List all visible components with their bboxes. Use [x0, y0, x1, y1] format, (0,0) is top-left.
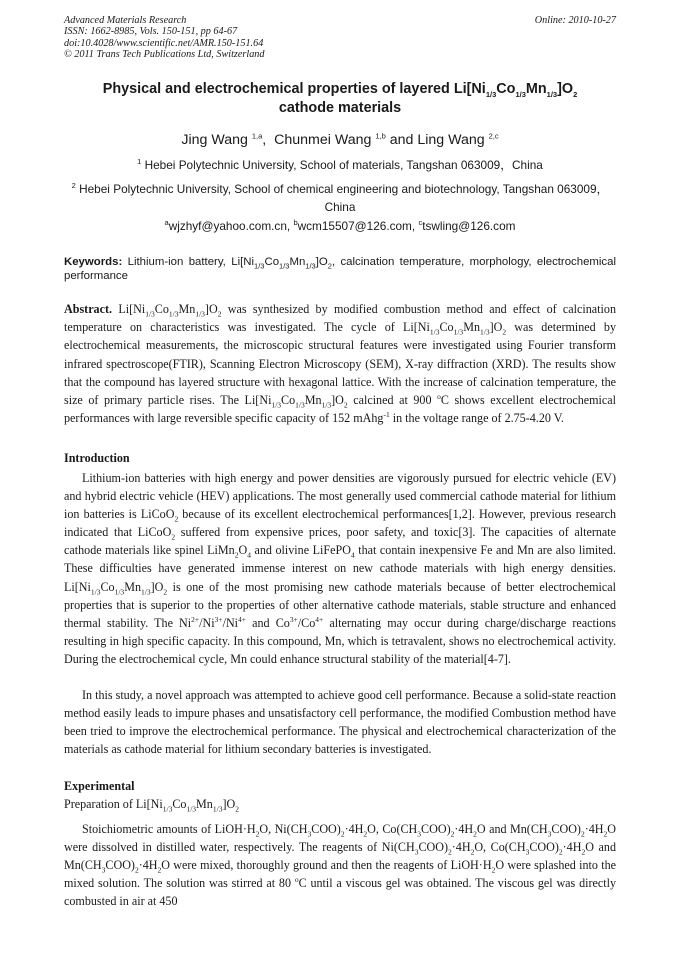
chem-sub: 2	[157, 865, 162, 875]
chem-sub: 2	[558, 847, 563, 857]
body-text: O, Co(CH	[367, 822, 418, 836]
chem-sub: 3	[525, 847, 530, 857]
subheading-text: Preparation of Li[Ni	[64, 797, 163, 811]
chem-sub: 2	[217, 309, 222, 319]
email-3[interactable]: tswling@126.com	[422, 219, 516, 233]
chem-sub: 2	[171, 532, 176, 542]
body-text: O were dissolved in distilled water, respectively. The reagents of Ni(CH	[64, 822, 616, 855]
title-text: Co	[496, 81, 516, 97]
abstract	[64, 300, 616, 427]
chem: Co	[264, 256, 280, 268]
chem: ]O	[489, 320, 503, 335]
chem-sub: 1/3	[114, 586, 125, 596]
aff2-num: 2	[71, 181, 76, 191]
body-text: ·4H	[344, 822, 364, 836]
author-3-sup: 2,c	[488, 131, 499, 141]
title-text: Mn	[525, 81, 547, 97]
title-sub: 1/3	[515, 89, 526, 99]
aff1-text: Hebei Polytechnic University, School of materials, Tangshan 063009，China	[141, 158, 543, 172]
body-text: COO)	[421, 822, 451, 836]
chem-sub: 1/3	[453, 327, 464, 337]
chem-sub: 2	[255, 829, 260, 839]
body-text: O, Ni(CH	[259, 822, 308, 836]
degree-sup: o	[437, 391, 441, 401]
title-line2: cathode materials	[278, 100, 402, 116]
chem-sub: 2	[174, 514, 179, 524]
journal-header	[64, 15, 616, 61]
abstract-text: ]O	[204, 302, 218, 316]
abstract-text: was determined by electrochemical measurements, the microscopic structural features were investigated using Fourier transform infrared spectroscope(FTIR), Scanning Electron Microscopy (SEM), X-ray diffraction (XRD). The results show that the compound has layered structure with hexagonal lattice. With the increase of calcination temperature, the size of primary particle rises. The Li[Ni	[64, 320, 616, 408]
chem-sub: 2	[491, 865, 496, 875]
affiliation-1	[64, 156, 616, 174]
chem: Co	[100, 579, 115, 594]
body-text: O and Mn(CH	[476, 822, 548, 836]
chem-sub: 1/3	[162, 804, 173, 814]
chem: Mn	[289, 256, 306, 268]
body-text: ·4H	[454, 822, 474, 836]
chem-sub: 2	[340, 829, 345, 839]
keywords	[64, 256, 616, 283]
body-text: O were splashed into the mixed solution. The solution was stirred at 80	[64, 858, 617, 891]
chem-sub: 3	[417, 829, 422, 839]
chem: Mn	[124, 579, 141, 594]
chem: ]O	[222, 797, 236, 811]
chem-sub: 1/3	[254, 261, 265, 271]
body-text: because of its excellent electrochemical performances[1,2]. However, previous research indicated that LiCoO	[64, 507, 616, 540]
body-text: COO)	[311, 822, 341, 836]
author-3: and Ling Wang	[385, 132, 489, 148]
chem-sub: 2	[327, 261, 332, 271]
experimental-subheading	[64, 797, 239, 812]
keywords-text: , calcination temperature, morphology, electrochemical performance	[64, 256, 616, 282]
chem-sub: 1/3	[279, 261, 290, 271]
chem-sub: 2	[450, 829, 455, 839]
title-text: ]O	[557, 81, 574, 97]
email-1[interactable]: wjzhyf@yahoo.com.cn,	[168, 219, 294, 233]
chem-sub: 2	[580, 829, 585, 839]
chem-sub: 2	[473, 829, 477, 839]
body-text: O were mixed, thoroughly ground and then the reagents of LiOH·H	[161, 858, 492, 873]
chem: ]O	[331, 393, 344, 408]
title-sub: 2	[573, 89, 578, 99]
title-sub: 1/3	[546, 89, 558, 99]
chem-sub: 3	[101, 865, 106, 875]
body-text: suffered from expensive prices, poor safety, and toxic[3]. The capacities of alternate cathode materials like spinel LiMn	[64, 525, 616, 558]
body-text: that contain inexpensive Fe and Mn are also limited. These difficulties have generated immense interest on new cathode materials with high energy densities. Li[Ni	[64, 543, 617, 594]
body-text: COO)	[551, 822, 581, 836]
copyright-line: © 2011 Trans Tech Publications Ltd, Switzerland	[64, 49, 265, 61]
chem-sub: 3	[307, 829, 312, 839]
chem-sub: 1/3	[168, 309, 179, 319]
chem-sub: 1/3	[321, 400, 332, 410]
chem-sub: 2	[134, 865, 139, 875]
chem-sub: 1/3	[295, 400, 305, 410]
body-text: is one of the most promising new cathode materials because of better electrochemical properties that is superior to the properties of other alternative cathode materials, stable structure and enhanced thermal stability. The Ni	[64, 579, 616, 630]
chem-sub: 2	[502, 327, 507, 337]
chem-sub: 2	[448, 847, 452, 857]
charge-sup: 4+	[315, 614, 324, 624]
body-text: COO)	[105, 858, 135, 873]
charge-sup: 4+	[238, 614, 247, 624]
unit-sup: -1	[383, 410, 390, 420]
chem-sub: 2	[470, 847, 475, 857]
chem: Mn	[196, 797, 213, 811]
chem-sub: 2	[235, 804, 239, 814]
aff1-num: 1	[137, 157, 142, 167]
journal-name: Advanced Materials Research	[64, 15, 187, 26]
body-text: /Ni	[199, 615, 215, 630]
charge-sup: 3+	[289, 614, 298, 624]
abstract-text: C shows excellent electrochemical performances with large reversible specific capacity of 152 mAhg	[64, 393, 617, 426]
chem-sub: 1/3	[90, 586, 101, 596]
chem-sub: 4	[247, 550, 251, 560]
chem: Co	[154, 302, 169, 316]
issn-line: ISSN: 1662-8985, Vols. 150-151, pp 64-67	[64, 26, 238, 38]
chem-sub: 1/3	[212, 804, 223, 814]
author-1: Jing Wang	[181, 132, 252, 148]
title-text: Physical and electrochemical properties of layered Li[Ni	[102, 81, 486, 97]
email-c-sup: c	[418, 218, 423, 228]
aff2-text: Hebei Polytechnic University, School of chemical engineering and biotechnology, Tangshan 063009，China	[75, 182, 609, 214]
body-text: Stoichiometric amounts of LiOH·H	[82, 822, 256, 836]
author-2: Chunmei Wang	[274, 132, 376, 148]
body-text: C until a viscous gel was obtained. The viscous gel was directly combusted in air at 450	[64, 876, 617, 909]
title-sub: 1/3	[485, 89, 497, 99]
degree-sup: o	[294, 875, 299, 885]
keywords-text: ]O	[315, 256, 328, 268]
chem: Mn	[178, 302, 196, 316]
body-text: Lithium-ion batteries with high energy and power densities are vigorously pursued for electric vehicle (EV) and hybrid electric vehicle (HEV) applications. The most generally used commercial cathode material for lithium ion batteries is LiCoO	[64, 471, 616, 522]
keywords-text: Lithium-ion battery, Li[Ni	[122, 256, 255, 268]
chem: Co	[439, 320, 454, 335]
chem-sub: 4	[350, 550, 355, 560]
body-text: ·4H	[562, 840, 582, 855]
chem-sub: 1/3	[195, 309, 205, 319]
charge-sup: 3+	[214, 614, 223, 624]
chem-sub: 3	[414, 847, 419, 857]
body-text: ·4H	[138, 858, 158, 873]
body-text: and olivine LiFePO	[250, 543, 351, 558]
email-a-sup: a	[164, 218, 169, 228]
experimental-paragraph: Stoichiometric amounts of $LiOH\cdot H_2O$, $Ni(CH_3COO)_2\cdot 4H_2O$, $Co(CH_3COO)_2\cdot 4H_2O$ and $Mn(CH_3COO)_2\cdot 4H_2O$ were dissolved in distilled water, respectively. The reagents of $Ni(CH_3COO)_2\cdot 4H_2O$, $Co(CH_3COO)_2\cdot 4H_2O$ and $Mn(CH_3COO)_2\cdot 4H_2O$ were mixed, thoroughly ground and then the reagents of $LiOH\cdot H_2O$ were splashed into the mixed solution. The solution was stirred at 80 $^o$C until a viscous gel was obtained. The viscous gel was directly combusted in air at 450	[64, 822, 617, 909]
body-text: and Co	[246, 615, 290, 630]
introduction-heading: Introduction	[64, 451, 130, 465]
keywords-label: Keywords:	[64, 256, 123, 268]
abstract-text: was synthesized by modified combustion method and effect of calcination temperature on characteristics was investigated. The cycle of Li[Ni	[64, 302, 616, 335]
charge-sup: 2+	[191, 614, 200, 624]
chem-sub: 1/3	[186, 804, 197, 814]
affiliation-2	[64, 180, 616, 216]
chem-sub: 2	[343, 400, 348, 410]
chem-sub: 1/3	[141, 586, 151, 596]
chem-sub: 2	[163, 586, 168, 596]
author-2-sup: 1,b	[375, 131, 386, 141]
authors: Jing Wang $^{1,a}$, Chunmei Wang $^{1,b}$ and Ling Wang $^{2,c}$	[181, 131, 499, 148]
paper-title	[64, 80, 616, 118]
chem-sub: 1/3	[429, 327, 440, 337]
email-b-sup: b	[293, 218, 298, 228]
doi-line: doi:10.4028/www.scientific.net/AMR.150-151.64	[64, 37, 264, 49]
author-1-sup: 1,a	[251, 131, 263, 141]
body-text: , Co(CH	[483, 840, 526, 855]
email-2[interactable]: wcm15507@126.com,	[297, 219, 419, 233]
online-date: Online: 2010-10-27	[534, 15, 616, 26]
chem-sub: 2	[234, 550, 239, 560]
chem: ]O	[150, 579, 164, 594]
abstract-text: calcined at 900	[347, 393, 438, 408]
body-text: /Co	[297, 615, 316, 630]
body-text: COO)	[418, 840, 448, 855]
experimental-heading: Experimental	[64, 779, 135, 793]
body-text: COO)	[529, 840, 559, 855]
body-text: and Mn(CH	[64, 840, 616, 873]
emails	[64, 217, 616, 235]
body-text: ·4H	[584, 822, 604, 836]
abstract-text: in the voltage range of 2.75-4.20 V.	[389, 411, 564, 426]
body-text: ·4H	[451, 840, 471, 855]
chem-sub: 1/3	[145, 309, 155, 319]
chem: Co	[281, 393, 296, 408]
abstract-label: Abstract.	[64, 302, 113, 316]
chem: Mn	[304, 393, 322, 408]
chem-sub: 2	[363, 829, 368, 839]
chem-sub: 3	[547, 829, 552, 839]
chem-sub: 2	[581, 847, 586, 857]
chem-sub: 1/3	[271, 400, 282, 410]
chem-sub: 1/3	[480, 327, 490, 337]
chem-sub: 1/3	[305, 261, 316, 271]
abstract-text: Li[Ni	[112, 302, 146, 316]
chem: Co	[172, 797, 187, 811]
body-text: alternating may occur during charge/discharge reactions resulting in high specific capacity. In this compound, Mn, which is tetravalent, shows no electrochemical activity. During the electrochemical cycle, Mn could enhance structural stability of the material[4-7].	[64, 615, 617, 666]
chem-sub: 2	[603, 829, 608, 839]
chem: Mn	[463, 320, 480, 335]
body-text: /Ni	[222, 615, 239, 630]
intro-paragraph-1: Lithium-ion batteries with high energy and power densities are vigorously pursued for electric vehicle (EV) and hybrid electric vehicle (HEV) applications. The most generally used commercial cathode material for lithium ion batteries is LiCoO$_2$ because of its excellent electrochemical performances[1,2]. However, previous research indicated that LiCoO$_2$ suffered from expensive prices, poor safety, and toxic[3]. The capacities of alternate cathode materials like spinel $LiMn_2O_4$ and olivine LiFePO$_4$ that contain inexpensive Fe and Mn are also limited. These difficulties have generated immense interest on new cathode materials with high energy densities. $Li[Ni_{1/3}Co_{1/3}Mn_{1/3}]O_2$ is one of the most promising new cathode materials because of better electrochemical properties that is superior to the properties of other alternative cathode materials, stable structure and enhanced thermal stability. The $Ni^{2+}/Ni^{3+}/Ni^{4+}$ and $Co^{3+}/Co^{4+}$ alternating may occur during charge/discharge reactions resulting in high specific capacity. In this compound, Mn, which is tetravalent, shows no electrochemical activity. During the electrochemical cycle, Mn could enhance structural stability of the material[4-7].	[64, 471, 617, 666]
intro-paragraph-2: In this study, a novel approach was attempted to achieve good cell performance. Because a solid-state reaction method easily leads to impure phases and unsatisfactory cell performance, the modified Combustion method have been tried to improve the electrochemical performance. The physical and electrochemical characterization of the materials as cathode material for lithium secondary batteries is investigated.	[64, 688, 616, 757]
